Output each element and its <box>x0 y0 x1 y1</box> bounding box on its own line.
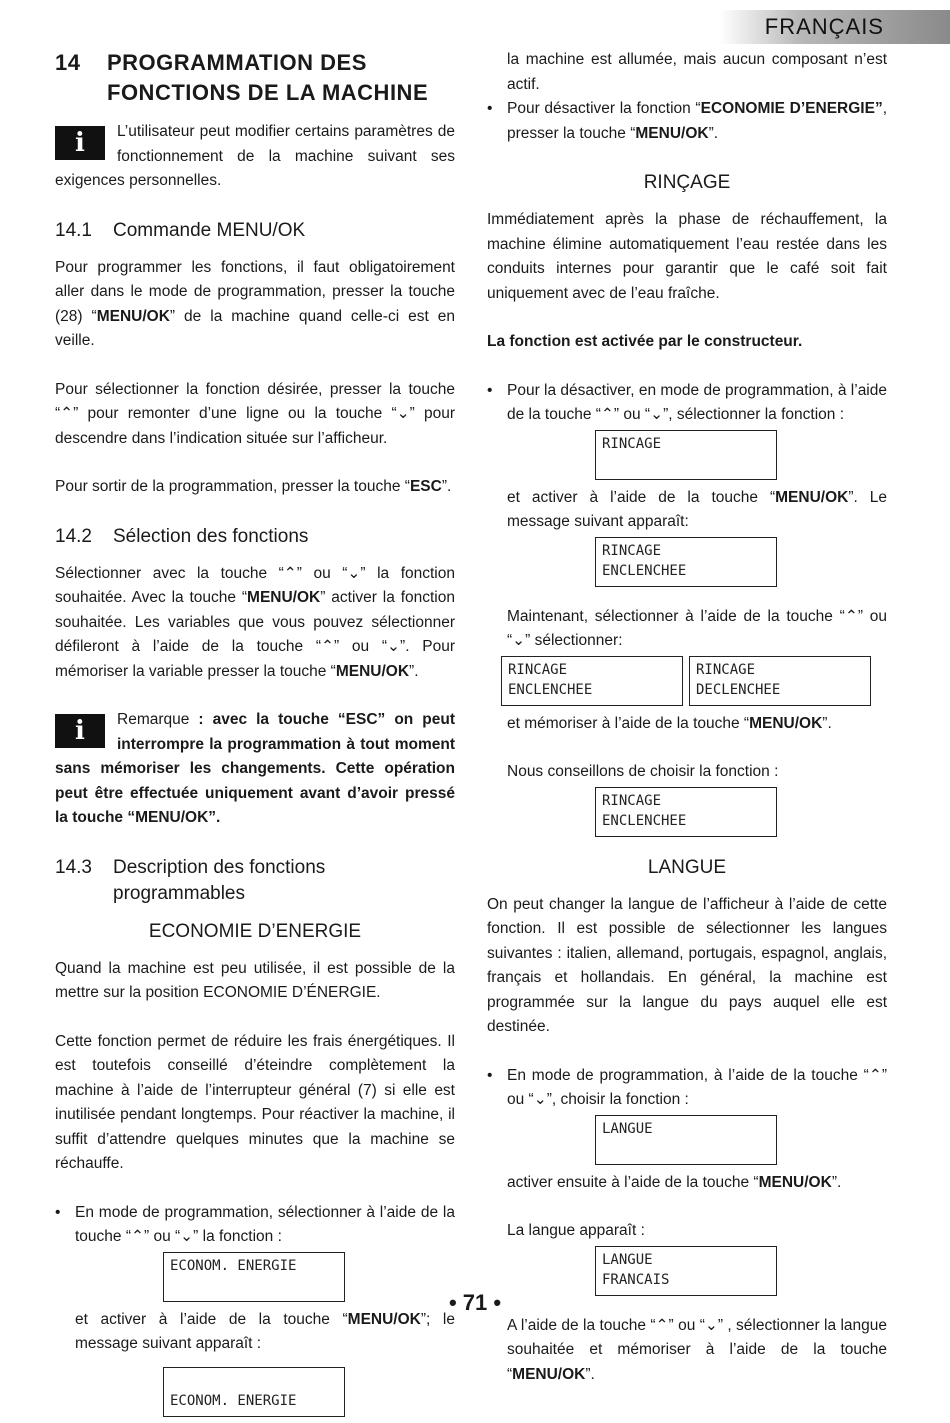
bullet-text <box>507 97 887 146</box>
text-run: ”. Le message suivant apparaît: <box>507 488 887 530</box>
text-run: activer ensuite à l’aide de la touche “ <box>507 1173 759 1191</box>
text-run: Pour désactiver la fonction “ <box>507 100 701 117</box>
s141-paragraph-3 <box>55 475 455 500</box>
lcd-line-1: RINCAGE <box>602 435 662 452</box>
bullet-text: Pour la désactiver, en mode de programmation, à l’aide de la touche “⌃” ou “⌄”, sélectionner la fonction : <box>507 381 887 423</box>
lcd-line-1: RINCAGE <box>508 661 568 678</box>
esc-keyword: ESC <box>409 478 442 495</box>
menu-ok-keyword: MENU/OK <box>96 307 170 325</box>
rincage-paragraph-1: Immédiatement après la phase de réchauffement, la machine élimine automatiquement l’eau restée dans les conduits internes pour garantir que le café soit fait uniquement avec de l’eau fraîche. <box>487 211 887 302</box>
s141-paragraph-2: Pour sélectionner la fonction désirée, presser la touche “⌃” pour remonter d’une ligne ou la touche “⌄” pour descendre dans l’indication située sur l’afficheur. <box>55 380 455 447</box>
language-tab <box>720 10 950 44</box>
section-14-1-number: 14.1 <box>55 219 92 241</box>
economie-paragraph-3: la machine est allumée, mais aucun composant n’est actif. <box>507 51 887 93</box>
left-column <box>55 48 455 1423</box>
lcd-display <box>595 430 777 480</box>
lcd-display <box>595 1115 777 1165</box>
rincage-lcd-choice-row <box>487 656 887 706</box>
lcd-display <box>595 787 777 837</box>
lcd-display <box>163 1367 345 1417</box>
lcd-line-1: LANGUE <box>602 1251 653 1268</box>
bullet-text: En mode de programmation, à l’aide de la touche “⌃” ou “⌄”, choisir la fonction : <box>507 1066 887 1108</box>
langue-paragraph-2: La langue apparaît : <box>507 1222 645 1239</box>
text-run: ”. <box>585 1365 595 1383</box>
economie-keyword: ECONOMIE D’ENERGIE” <box>700 100 883 117</box>
info-icon: i <box>55 126 105 160</box>
economie-bullet-1 <box>55 1201 455 1250</box>
economie-lcd-2-wrap <box>55 1367 455 1417</box>
lcd-line-1: ECONOM. ENERGIE <box>170 1257 297 1274</box>
bullet-dot: • <box>487 381 493 399</box>
rincage-paragraph-4: Nous conseillons de choisir la fonction : <box>507 763 779 780</box>
lcd-line-2 <box>602 1139 770 1159</box>
s141-paragraph-1 <box>55 256 455 354</box>
langue-heading: LANGUE <box>647 856 727 878</box>
s142-paragraph-1 <box>55 562 455 685</box>
lcd-line-2: ENCLENCHEE <box>602 562 687 579</box>
section-14-title: PROGRAMMATION DES FONCTIONS DE LA MACHINE <box>107 50 429 105</box>
page-number: • 71 • <box>448 1290 502 1315</box>
lcd-line-2 <box>602 454 770 474</box>
lcd-line-2: ECONOM. ENERGIE <box>170 1392 297 1409</box>
rincage-after-1 <box>487 486 887 535</box>
lcd-line-2: ENCLENCHEE <box>508 681 593 698</box>
text-run: A l’aide de la touche “⌃” ou “⌄” , sélectionner la langue souhaitée et mémoriser à l’aide de la touche “ <box>507 1316 887 1383</box>
lcd-line-1: RINCAGE <box>602 542 662 559</box>
section-14-3-number: 14.3 <box>55 856 92 878</box>
text-run: , presser la touche “ <box>507 100 888 142</box>
remark-label: Remarque <box>117 711 190 728</box>
langue-paragraph-1: On peut changer la langue de l’afficheur à l’aide de cette fonction. Il est possible de sélectionner les langues suivantes : italien, allemand, portugais, espagnol, anglais, français et hollandais. En général, la machine est programmée sur la langue du pays auquel elle est destinée. <box>487 895 887 1035</box>
section-14-1-heading <box>55 218 455 244</box>
text-run: ”; le message suivant apparaît : <box>75 1310 455 1352</box>
section-14-number: 14 <box>55 50 81 75</box>
lcd-option-declenchee <box>689 656 871 706</box>
menu-ok-keyword: MENU/OK <box>635 124 709 142</box>
rincage-paragraph-2 <box>487 330 887 355</box>
text-run: ”. <box>831 1173 842 1191</box>
rincage-lcd-1-wrap <box>487 430 887 480</box>
text-run: ”. <box>409 662 419 680</box>
menu-ok-keyword: MENU/OK <box>512 1365 586 1383</box>
langue-lcd-1-wrap <box>487 1115 887 1165</box>
menu-ok-keyword: MENU/OK <box>758 1173 832 1191</box>
section-14-2-number: 14.2 <box>55 525 92 547</box>
text-run: Sélectionner avec la touche “⌃” ou “⌄” la fonction souhaitée. Avec la touche “ <box>55 564 455 606</box>
menu-ok-keyword: MENU/OK <box>335 662 410 680</box>
lcd-option-enclenchee <box>501 656 683 706</box>
rincage-default-text: La fonction est activée par le constructeur. <box>487 333 803 350</box>
section-14-3-title: Description des fonctions programmables <box>113 856 326 904</box>
rincage-bullet-1 <box>487 379 887 428</box>
info-icon: i <box>55 714 105 748</box>
section-14-info-note <box>55 120 455 194</box>
menu-ok-keyword: MENU/OK <box>347 1310 421 1328</box>
language-tab-label: FRANÇAIS <box>764 14 884 39</box>
section-14-info-text: L’utilisateur peut modifier certains paramètres de fonctionnement de la machine suivant ses exigences personnelles. <box>55 123 455 189</box>
rincage-lcd-5-wrap <box>487 787 887 837</box>
lcd-line-2: DECLENCHEE <box>696 681 781 698</box>
lcd-line-2: ENCLENCHEE <box>602 812 687 829</box>
text-run: et mémoriser à l’aide de la touche “ <box>507 714 750 732</box>
rincage-heading: RINÇAGE <box>643 172 731 193</box>
economie-paragraph-1: Quand la machine est peu utilisée, il est possible de la mettre sur la position ECONOMIE D’ÉNERGIE. <box>55 959 455 1001</box>
bullet-dot: • <box>487 100 493 117</box>
text-run: ”. <box>441 478 452 495</box>
menu-ok-keyword: MENU/OK <box>749 714 823 732</box>
lcd-line-1 <box>170 1371 338 1391</box>
lcd-line-2: FRANCAIS <box>602 1271 670 1288</box>
rincage-lcd-2-wrap <box>487 537 887 587</box>
right-column <box>487 48 887 1387</box>
lcd-line-1: RINCAGE <box>602 792 662 809</box>
text-run: ”. <box>708 124 719 142</box>
bullet-dot: • <box>487 1066 493 1084</box>
text-run: Pour programmer les fonctions, il faut obligatoirement aller dans le mode de programmation, presser la touche (28) “ <box>55 258 455 325</box>
economie-bullet-2 <box>487 97 887 146</box>
langue-bullet-1 <box>487 1064 887 1113</box>
rincage-after-3 <box>487 712 887 737</box>
text-run: ” activer la fonction souhaitée. Les variables que vous pouvez sélectionner défileront à l’aide de la touche “⌃” ou “⌄”. Pour mémoriser la variable presser la touche “ <box>55 589 455 680</box>
section-14-1-title: Commande MENU/OK <box>113 219 306 241</box>
langue-lcd-2-wrap <box>487 1246 887 1296</box>
section-14-3-heading <box>55 855 455 907</box>
menu-ok-keyword: MENU/OK <box>775 488 849 506</box>
rincage-paragraph-3: Maintenant, sélectionner à l’aide de la touche “⌃” ou “⌄” sélectionner: <box>507 607 887 649</box>
lcd-line-1: RINCAGE <box>696 661 756 678</box>
text-run: Pour sortir de la programmation, presser la touche “ <box>55 478 410 495</box>
lcd-display <box>595 1246 777 1296</box>
section-14-2-title: Sélection des fonctions <box>113 525 309 547</box>
lcd-line-1: LANGUE <box>602 1120 653 1137</box>
langue-paragraph-3 <box>487 1314 887 1388</box>
menu-ok-keyword: MENU/OK <box>247 589 321 606</box>
remark-text: : avec la touche “ESC” on peut interrompre la programmation à tout moment sans mémoriser les changements. Cette opération peut être effectuée uniquement avant d’avoir pressé la touche “MENU/OK”. <box>55 711 455 826</box>
text-run: et activer à l’aide de la touche “ <box>507 488 776 506</box>
section-14-heading <box>55 48 455 108</box>
economie-heading: ECONOMIE D’ENERGIE <box>148 920 362 942</box>
langue-after-1 <box>487 1171 887 1196</box>
section-14-2-heading <box>55 524 455 550</box>
economie-paragraph-2: Cette fonction permet de réduire les frais énergétiques. Il est toutefois conseillé d’éteindre complètement la machine à l’aide de l’interrupteur général (7) si elle est inutilisée pendant longtemps. Pour réactiver la machine, il suffit d’attendre quelques minutes que la machine se réchauffe. <box>55 1032 455 1172</box>
text-run: ”. <box>822 714 832 732</box>
text-run: et activer à l’aide de la touche “ <box>75 1310 348 1328</box>
bullet-text: En mode de programmation, sélectionner à l’aide de la touche “⌃” ou “⌄” la fonction : <box>75 1203 455 1245</box>
text-run: ” de la machine quand celle-ci est en veille. <box>55 307 455 349</box>
bullet-dot: • <box>55 1203 61 1221</box>
s142-remark-note <box>55 708 455 831</box>
lcd-display <box>595 537 777 587</box>
